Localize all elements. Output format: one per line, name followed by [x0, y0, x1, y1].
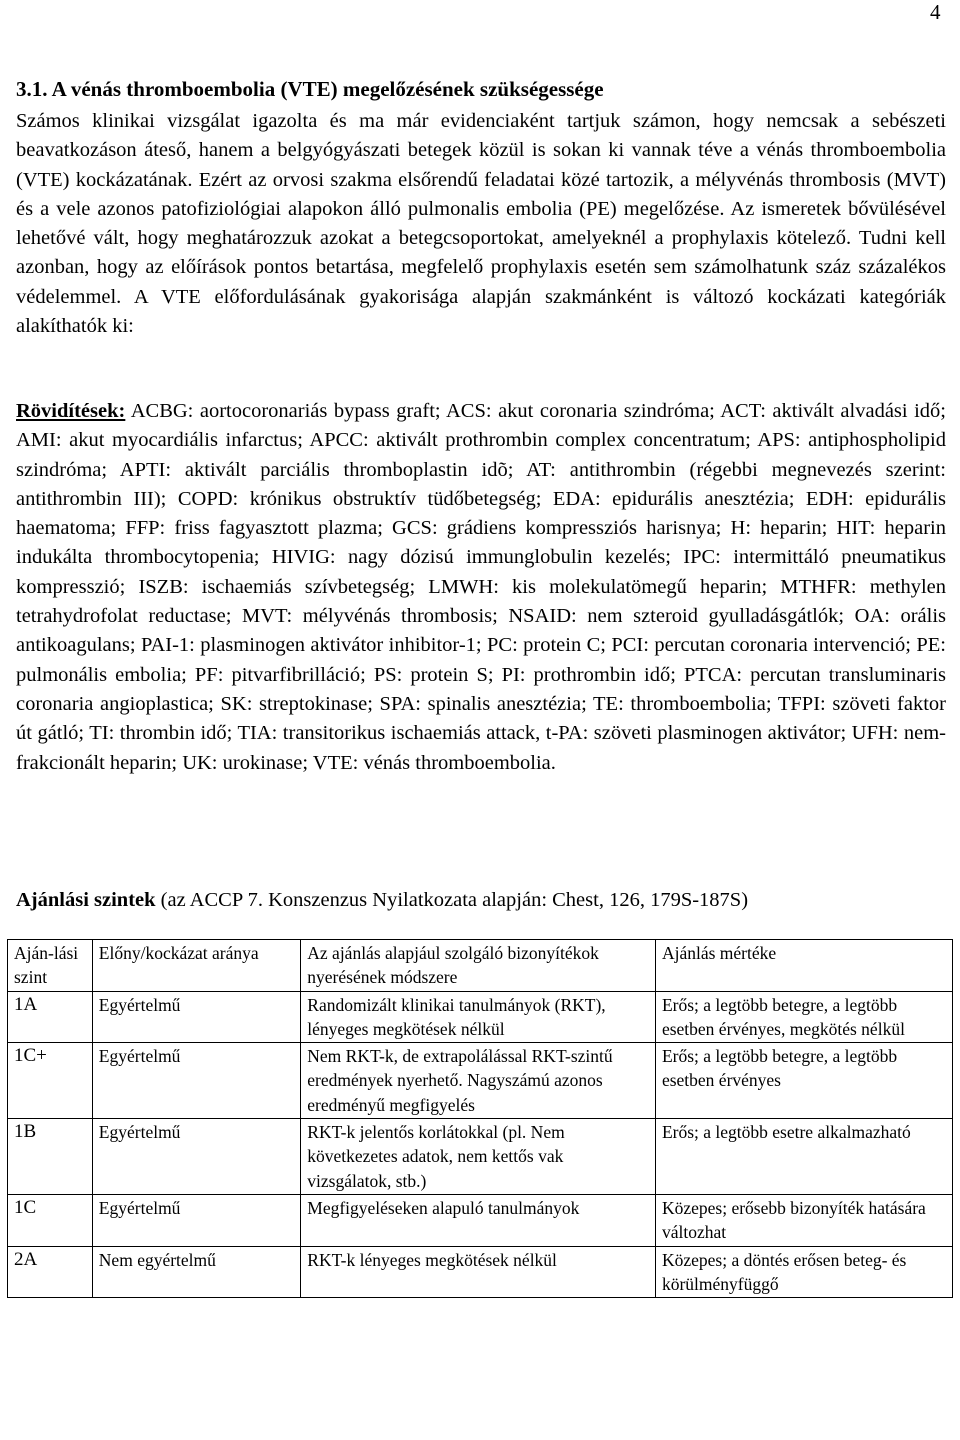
page-number: 4: [930, 0, 941, 24]
cell-benefit-risk: Egyértelmű: [92, 991, 300, 1043]
cell-method: RKT-k lényeges megkötések nélkül: [301, 1246, 656, 1298]
cell-benefit-risk: Egyértelmű: [92, 1119, 300, 1195]
recommendation-table: [7, 939, 953, 1298]
cell-strength: Erős; a legtöbb esetre alkalmazható: [655, 1119, 952, 1195]
cell-benefit-risk: Egyértelmű: [92, 1043, 300, 1119]
abbreviations-title: Rövidítések:: [16, 400, 126, 422]
header-strength: Ajánlás mértéke: [655, 940, 952, 992]
cell-method: Nem RKT-k, de extrapolálással RKT-szintű eredmények nyerhető. Nagyszámú azonos eredményű megfigyelés: [301, 1043, 656, 1119]
abbreviations-section: [16, 397, 946, 778]
cell-level: 1B: [8, 1119, 93, 1195]
recommendation-heading-rest: (az ACCP 7. Konszenzus Nyilatkozata alapján: Chest, 126, 179S-187S): [155, 889, 749, 911]
cell-method: RKT-k jelentős korlátokkal (pl. Nem következetes adatok, nem kettős vak vizsgálatok, stb.): [301, 1119, 656, 1195]
table-header-row: [8, 940, 953, 992]
table-row: [8, 1043, 953, 1119]
cell-level: 1C+: [8, 1043, 93, 1119]
cell-strength: Közepes; a döntés erősen beteg- és körülményfüggő: [655, 1246, 952, 1298]
recommendation-heading: [16, 889, 946, 912]
header-benefit-risk: Előny/kockázat aránya: [92, 940, 300, 992]
table-row: [8, 1194, 953, 1246]
intro-paragraph: [16, 107, 946, 341]
cell-strength: Erős; a legtöbb betegre, a legtöbb esetben érvényes: [655, 1043, 952, 1119]
header-method: Az ajánlás alapjául szolgáló bizonyítékok nyerésének módszere: [301, 940, 656, 992]
abbreviations-text: ACBG: aortocoronariás bypass graft; ACS: akut coronaria szindróma; ACT: aktivált alvadási idő; AMI: akut myocardiális infarctus; APCC: aktivált prothrombin complex concentratum; APS: antiphospholipid szindróma; APTI: aktivált parciális thromboplastin idõ; AT: antithrombin (régebbi megnevezés szerint: antithrombin III); COPD: krónikus obstruktív tüdőbetegség; EDA: epidurális anesztézia; EDH: epidurális haematoma; FFP: friss fagyasztott plazma; GCS: grádiens kompressziós harisnya; H: heparin; HIT: heparin indukálta thrombocytopenia; HIVIG: nagy dózisú immunglobulin kezelés; IPC: intermittáló pneumatikus kompresszió; ISZB: ischaemiás szívbetegség; LMWH: kis molekulatömegű heparin; MTHFR: methylen tetrahydrofolat reductase; MVT: mélyvénás thrombosis; NSAID: nem szteroid gyulladásgátlók; OA: orális antikoagulans; PAI-1: plasminogen aktivátor inhibitor-1; PC: protein C; PCI: percutan coronaria intervenció; PE: pulmonális embolia; PF: pitvarfibrilláció; PS: protein S; PI: prothrombin idő; PTCA: percutan transluminaris coronaria angioplastica; SK: streptokinase; SPA: spinalis anesztézia; TE: thromboembolia; TFPI: szöveti faktor út gátló; TI: thrombin idő; TIA: transitorikus ischaemiás attack, t-PA: szöveti plasminogen aktivátor; UFH: nem-frakcionált heparin; UK: urokinase; VTE: vénás thromboembolia.: [16, 400, 946, 774]
intro-paragraph-text: Számos klinikai vizsgálat igazolta és ma már evidenciaként tartjuk számon, hogy nemcsak a sebészeti beavatkozáson áteső, hanem a belgyógyászati betegek közül is sokan ki vannak téve a vénás thromboembolia (VTE) kockázatának. Ezért az orvosi szakma elsőrendű feladatai közé tartozik, a mélyvénás thrombosis (MVT) és a vele azonos patofiziológiai alapokon álló pulmonalis embolia (PE) megelőzése. Az ismeretek bővülésével lehetővé vált, hogy meghatározzuk azokat a betegcsoportokat, amelyeknél a prophylaxis kötelező. Tudni kell azonban, hogy az előírások pontos betartása, megfelelő prophylaxis esetén sem számolhatunk száz százalékos védelemmel. A VTE előfordulásának gyakorisága alapján szakmánként is változó kockázati kategóriák alakíthatók ki:: [16, 110, 946, 338]
table-row: [8, 1246, 953, 1298]
cell-benefit-risk: Egyértelmű: [92, 1194, 300, 1246]
section-heading: 3.1. A vénás thromboembolia (VTE) megelőzésének szükségessége: [16, 77, 604, 101]
cell-method: Megfigyeléseken alapuló tanulmányok: [301, 1194, 656, 1246]
cell-strength: Közepes; erősebb bizonyíték hatására változhat: [655, 1194, 952, 1246]
cell-benefit-risk: Nem egyértelmű: [92, 1246, 300, 1298]
cell-strength: Erős; a legtöbb betegre, a legtöbb esetben érvényes, megkötés nélkül: [655, 991, 952, 1043]
header-level: Aján-lási szint: [8, 940, 93, 992]
table-row: [8, 1119, 953, 1195]
cell-method: Randomizált klinikai tanulmányok (RKT), lényeges megkötések nélkül: [301, 991, 656, 1043]
table-row: [8, 991, 953, 1043]
cell-level: 1A: [8, 991, 93, 1043]
cell-level: 1C: [8, 1194, 93, 1246]
cell-level: 2A: [8, 1246, 93, 1298]
recommendation-heading-bold: Ajánlási szintek: [16, 889, 156, 911]
